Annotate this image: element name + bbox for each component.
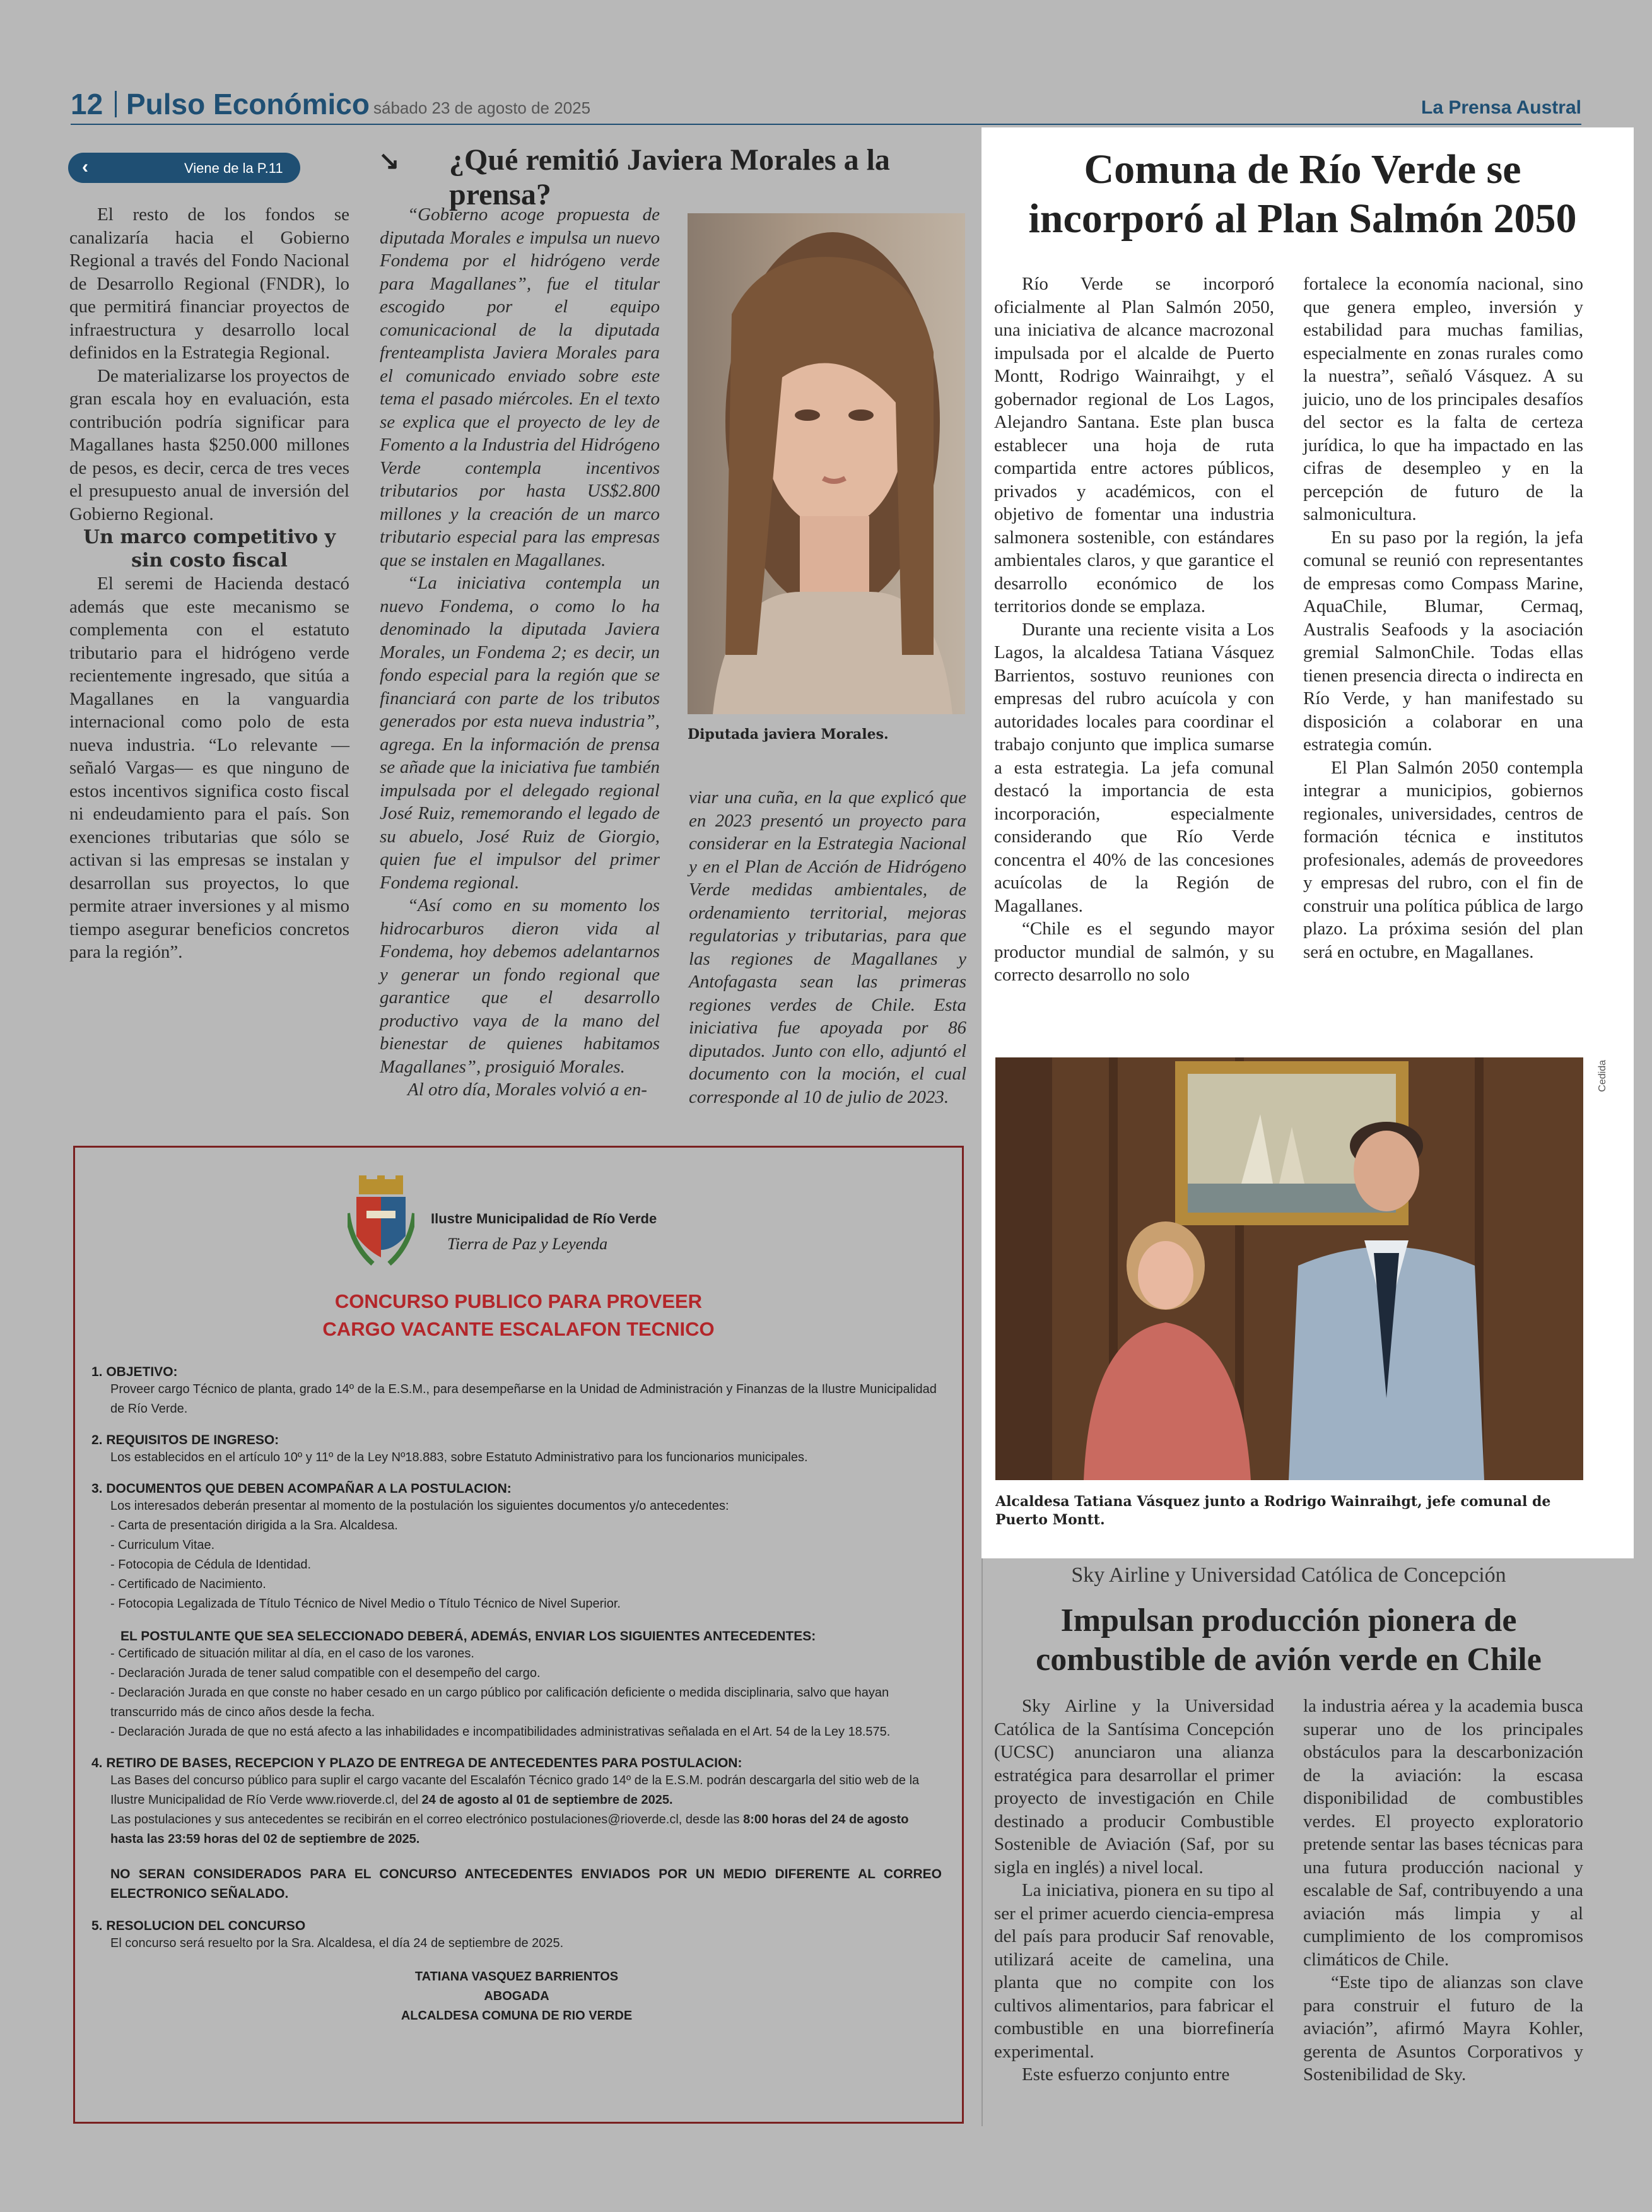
ad-text-run: Las Bases del concurso público para suplir el cargo vacante del Escalafón Técnico grado 14º de la E.S.M. podrán descargarla del sitio web de la Ilustre Municipalidad de Río Verde www.rioverde.cl, del [110, 1774, 920, 1807]
left-article-body [69, 203, 349, 964]
ad-list-item: - Carta de presentación dirigida a la Sra. Alcaldesa. [110, 1516, 942, 1536]
article-paragraph: fortalece la economía nacional, sino que genera empleo, inversión y estabilidad para muchas familias, especialmente en zonas rurales como la nuestra”, señaló Vásquez. A su juicio, uno de los principales desafíos del sector es la falta de certeza jurídica, lo que ha impactado en las cifras de desempleo y en la percepción de futuro de la salmonicultura. [1303, 274, 1583, 524]
ad-notice: NO SERAN CONSIDERADOS PARA EL CONCURSO ANTECEDENTES ENVIADOS POR UN MEDIO DIFERENTE AL CORREO ELECTRONICO SEÑALADO. [110, 1867, 942, 1901]
ad-list-item: - Declaración Jurada en que conste no haber cesado en un cargo público por calificación deficiente o medida disciplinaria, salvo que hayan transcurrido más de cinco años desde la fecha. [110, 1683, 942, 1722]
ad-list-item: - Certificado de Nacimiento. [110, 1575, 942, 1594]
article-paragraph: El seremi de Hacienda destacó además que este mecanismo se complementa con el estatuto tributario para el hidrógeno verde recientemente ingresado, que sitúa a Magallanes en la vanguardia internacional como polo de esta nueva industria. “Lo relevante —señaló Vargas— es que ninguno de estos incentivos significa costo fiscal ni endeudamiento para el país. Son exenciones tributarias que sólo se activan si las empresas se instalan y desarrollan sus proyectos, lo que permite atraer inversiones y al mismo tiempo asegurar beneficios concretos para la región”. [69, 574, 349, 962]
ad-section-heading: 5. RESOLUCION DEL CONCURSO [91, 1919, 306, 1933]
article-paragraph: “Gobierno acoge propuesta de diputada Morales e impulsa un nuevo Fondema por el hidrógeno verde para Magallanes”, fue el titular escogido por el equipo comunicacional de la diputada frenteamplista Javiera Morales para el comunicado enviado sobre este tema el pasado miércoles. En el texto se explica que el proyecto de ley de Fomento a la Industria del Hidrógeno Verde contempla incentivos tributarios por hasta US$2.800 millones y la creación de un marco tributario especial para las empresas que se instalen en Magallanes. [380, 204, 660, 570]
article-paragraph: Este esfuerzo conjunto entre [1022, 2064, 1230, 2085]
sky-col2 [1303, 1695, 1583, 2086]
ad-doc-list [110, 1516, 942, 1614]
page-number: 12 [71, 88, 103, 121]
article-subheading: Un marco competitivo y sin costo fiscal [83, 526, 336, 572]
ad-section-text: Los establecidos en el artículo 10º y 11º de la Ley Nº18.883, sobre Estatuto Administrativo para los funcionarios municipales. [110, 1450, 808, 1464]
ad-tagline: Tierra de Paz y Leyenda [447, 1235, 608, 1253]
javiera-article-title: ¿Qué remitió Javiera Morales a la prensa? [449, 143, 890, 211]
ad-section-text [110, 1810, 942, 1849]
public-notice-ad [73, 1146, 964, 2124]
ad-section-text: El concurso será resuelto por la Sra. Alcaldesa, el día 24 de septiembre de 2025. [110, 1936, 564, 1950]
article-paragraph: El Plan Salmón 2050 contempla integrar a municipios, gobiernos regionales, universidades, centros de formación técnica e institutos profesionales, además de proveedores y empresas del rubro, con el fin de construir una política pública de largo plazo. La próxima sesión del plan será en octubre, en Magallanes. [1303, 757, 1583, 962]
ad-title-1: CONCURSO PUBLICO PARA PROVEER [334, 1290, 703, 1312]
ad-bold-run: 24 de agosto al 01 de septiembre de 2025. [421, 1793, 673, 1807]
ad-section-heading: 2. REQUISITOS DE INGRESO: [91, 1433, 279, 1447]
ad-title-2: CARGO VACANTE ESCALAFON TECNICO [322, 1318, 715, 1340]
ad-body [91, 1365, 942, 2026]
diputada-caption: Diputada javiera Morales. [688, 726, 889, 743]
article-paragraph: viar una cuña, en la que explicó que en 2023 presentó un proyecto para considerar en la Estrategia Nacional y en el Plan de Acción de Hidrógeno Verde medidas ambientales, de ordenamiento territorial, mejoras regulatorias y tributarias, para que las regiones de Magallanes y Antofagasta sean las primeras regiones verdes de Chile. Esta iniciativa fue apoyada por 86 diputados. Junto con ello, adjuntó el documento con la moción, el cual corresponde al 10 de julio de 2023. [689, 787, 966, 1107]
ad-list-item: - Fotocopia Legalizada de Título Técnico de Nivel Medio o Título Técnico de Nivel Superior. [110, 1594, 942, 1614]
sky-title: Impulsan producción pionera de combustible de avión verde en Chile [1036, 1603, 1542, 1678]
section-name: Pulso Económico [126, 88, 370, 121]
arrow-down-right-icon: ↘ [378, 147, 400, 175]
header-divider [115, 91, 117, 117]
ad-selected-list [110, 1644, 942, 1742]
javiera-col1 [380, 203, 660, 1102]
newspaper-name: La Prensa Austral [1421, 97, 1581, 118]
article-paragraph: Río Verde se incorporó oficialmente al Plan Salmón 2050, una iniciativa de alcance macrozonal impulsada por el alcalde de Puerto Montt, Rodrigo Wainraihgt, y el gobernador regional de Los Lagos, Alejandro Santana. Este plan busca establecer una hoja de ruta compartida entre actores públicos, privados y académicos, con el objetivo de fomentar una industria salmonera sostenible, con estándares ambientales claros, y que garantice el desarrollo económico de los territorios donde se emplaza. [994, 274, 1274, 616]
photo-credit: Cedida [1597, 1060, 1608, 1092]
ad-section-heading: 1. OBJETIVO: [91, 1365, 178, 1379]
column-rule [981, 1558, 983, 2126]
article-paragraph: “La iniciativa contempla un nuevo Fondema, o como lo ha denominado la diputada Javiera Morales, un Fondema 2; es decir, un fondo especial para la región que se financiará con parte de los tributos generados por esta nueva industria”, agrega. En la información de prensa se añade que la iniciativa fue también impulsada por el delegado regional José Ruiz, rememorando el legado de su abuelo, José Ruiz de Giorgio, quien fue el impulsor del primer Fondema regional. [380, 573, 660, 893]
article-paragraph: “Chile es el segundo mayor productor mundial de salmón, y su correcto desarrollo no solo [994, 919, 1274, 985]
issue-date: sábado 23 de agosto de 2025 [373, 98, 591, 117]
diputada-photo [688, 213, 965, 714]
coat-of-arms-icon [348, 1175, 414, 1270]
continued-badge[interactable] [68, 153, 300, 183]
alcaldesa-photo [995, 1057, 1583, 1480]
ad-org-name: Ilustre Municipalidad de Río Verde [431, 1211, 657, 1227]
article-paragraph: la industria aérea y la academia busca superar uno de los principales obstáculos para la descarbonización de la aviación: la escasa disponibilidad de combustibles verdes. El proyecto exploratorio pretende sentar las bases técnicas para una futura producción nacional y escalable de Saf, contribuyendo a una aviación más limpia y al cumplimiento de los compromisos climáticos de Chile. [1303, 1696, 1583, 1970]
page-header [71, 87, 1581, 125]
ad-list-item: - Curriculum Vitae. [110, 1536, 942, 1555]
rio-verde-col1 [994, 273, 1274, 987]
article-paragraph: Sky Airline y la Universidad Católica de la Santísima Concepción (UCSC) anunciaron una alianza estratégica para desarrollar el primer proyecto de investigación en Chile destinado a producir Combustible Sostenible de Aviación (Saf, por su sigla en inglés) a nivel local. [994, 1696, 1274, 1878]
ad-list-item: - Fotocopia de Cédula de Identidad. [110, 1555, 942, 1575]
ad-section-heading: EL POSTULANTE QUE SEA SELECCIONADO DEBERÁ, ADEMÁS, ENVIAR LOS SIGUIENTES ANTECEDENTES: [120, 1629, 816, 1644]
meeting-photo-illustration [995, 1057, 1583, 1480]
ad-section-heading: 3. DOCUMENTOS QUE DEBEN ACOMPAÑAR A LA POSTULACION: [91, 1481, 512, 1496]
article-paragraph: El resto de los fondos se canalizaría hacia el Gobierno Regional a través del Fondo Nacional de Desarrollo Regional (FNDR), lo que permitirá financiar proyectos de infraestructura y desarrollo local definidos en la Estrategia Regional. [69, 204, 349, 363]
ad-list-item: - Certificado de situación militar al día, en el caso de los varones. [110, 1644, 942, 1664]
ad-signature [91, 1967, 942, 2026]
rio-verde-col2 [1303, 273, 1583, 963]
javiera-col2 [689, 786, 966, 1109]
ad-section-heading: 4. RETIRO DE BASES, RECEPCION Y PLAZO DE ENTREGA DE ANTECEDENTES PARA POSTULACION: [91, 1756, 742, 1770]
ad-section-text [110, 1771, 942, 1810]
signature-name: TATIANA VASQUEZ BARRIENTOS [414, 1970, 619, 1984]
article-paragraph: En su paso por la región, la jefa comunal se reunió con representantes de empresas como Compass Marine, AquaChile, Blumar, Cermaq, Australis Seafoods y la asociación gremial SalmonChile. Todas ellas tienen presencia directa o indirecta en Río Verde, y han manifestado su disposición a colaborar en una estrategia común. [1303, 527, 1583, 755]
article-paragraph: Al otro día, Morales volvió a en- [407, 1080, 647, 1100]
ad-list-item: - Declaración Jurada de que no está afecto a las inhabilidades e incompatibilidades administrativas señalada en el Art. 54 de la Ley 18.575. [110, 1722, 942, 1742]
continued-label: Viene de la P.11 [184, 160, 283, 176]
article-paragraph: “Así como en su momento los hidrocarburos dieron vida al Fondema, hoy debemos adelantarnos y generar un fondo regional que garantice que el desarrollo productivo vaya de la mano del bienestar de quienes habitamos Magallanes”, prosiguió Morales. [380, 895, 660, 1077]
sky-kicker: Sky Airline y Universidad Católica de Concepción [1071, 1563, 1506, 1587]
ad-section-text: Los interesados deberán presentar al momento de la postulación los siguientes documentos y/o antecedentes: [110, 1499, 729, 1513]
rio-verde-title: Comuna de Río Verde se incorporó al Plan Salmón 2050 [1028, 146, 1577, 242]
portrait-illustration [688, 213, 965, 714]
article-paragraph: La iniciativa, pionera en su tipo al ser el primer acuerdo ciencia-empresa del país para producir Saf renovable, utilizará aceite de camelina, una planta que no compite con los cultivos alimentarios, para fabricar el combustible en una biorrefinería experimental. [994, 1880, 1274, 2062]
signature-role: ABOGADA [484, 1989, 549, 2003]
article-paragraph: Durante una reciente visita a Los Lagos, la alcaldesa Tatiana Vásquez Barrientos, sostuvo reuniones con empresas del rubro acuícola y con autoridades locales para coordinar el trabajo conjunto que implica sumarse a esta estrategia. La jefa comunal destacó la importancia de esta incorporación, especialmente considerando que Río Verde concentra el 40% de las concesiones acuícolas de la Región de Magallanes. [994, 619, 1274, 916]
ad-section-text: Proveer cargo Técnico de planta, grado 14º de la E.S.M., para desempeñarse en la Unidad de Administración y Finanzas de la Ilustre Municipalidad de Río Verde. [110, 1382, 937, 1416]
sky-col1 [994, 1695, 1274, 2086]
chevron-left-icon: ‹ [82, 156, 88, 177]
ad-list-item: - Declaración Jurada de tener salud compatible con el desempeño del cargo. [110, 1664, 942, 1683]
signature-title: ALCALDESA COMUNA DE RIO VERDE [401, 2009, 633, 2023]
article-paragraph: De materializarse los proyectos de gran escala hoy en evaluación, esta contribución podría significar para Magallanes hasta $250.000 millones de pesos, es decir, cerca de tres veces el presupuesto anual de inversión del Gobierno Regional. [69, 365, 349, 524]
article-paragraph: “Este tipo de alianzas son clave para construir el futuro de la aviación”, afirmó Mayra Kohler, gerenta de Asuntos Corporativos y Sostenibilidad de Sky. [1303, 1972, 1583, 2085]
alcaldesa-caption: Alcaldesa Tatiana Vásquez junto a Rodrigo Wainraihgt, jefe comunal de Puerto Montt. [995, 1493, 1551, 1528]
ad-bold-run: 8:00 horas del 24 de agosto hasta las 23:59 horas del 02 de septiembre de 2025. [110, 1813, 909, 1846]
header-rule [71, 124, 1581, 125]
ad-text-run: Las postulaciones y sus antecedentes se recibirán en el correo electrónico postulaciones@rioverde.cl, desde las [110, 1813, 744, 1827]
municipality-crest [348, 1175, 414, 1270]
